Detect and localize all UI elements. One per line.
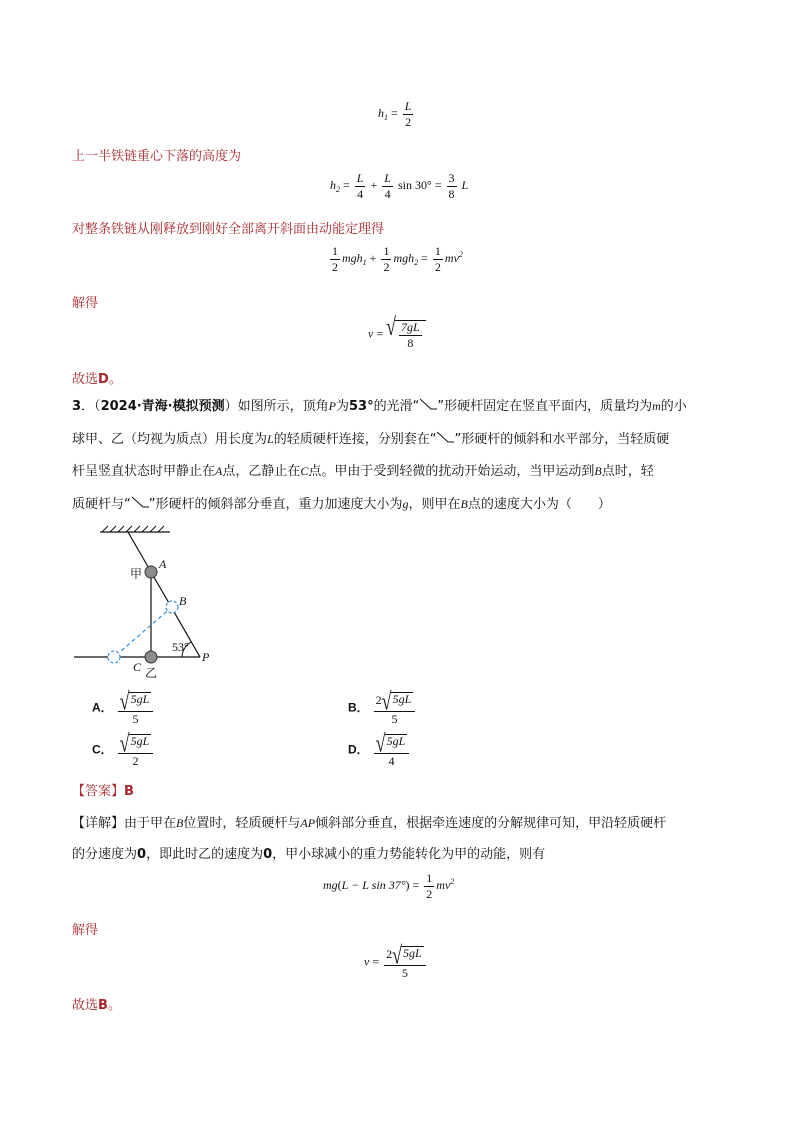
option-c[interactable]: C． √ 5gL 2 [92, 734, 155, 768]
label-jia: 甲 [130, 567, 143, 581]
ceiling-hatch [102, 526, 164, 532]
equation-v-detail: v = 2 √ 5gL 5 [364, 946, 428, 980]
physics-figure [70, 520, 230, 680]
label-yi: 乙 [145, 666, 158, 680]
answer-line: 【答案】B [72, 784, 134, 799]
solution-line-3: 解得 [72, 296, 99, 311]
option-d[interactable]: D． √ 5gL 4 [348, 734, 411, 768]
ball-yi [145, 651, 157, 663]
bent-rod-icon [419, 398, 437, 410]
detail-solve: 解得 [72, 923, 99, 938]
option-a[interactable]: A． √ 5gL 5 [92, 692, 155, 726]
solution-conclusion: 故选D。 [72, 372, 122, 387]
equation-energy-detail: mg(L − L sin 37°) = $\frac{1}{2}$ $mv^2$ [323, 871, 455, 901]
solution-line-1: 上一半铁链重心下落的高度为 [72, 149, 242, 164]
label-c: C [133, 660, 142, 674]
detail-line-2: 的分速度为0，即此时乙的速度为0，甲小球减小的重力势能转化为甲的动能，则有 [72, 847, 546, 862]
question-line-3: 杆呈竖直状态时甲静止在A点，乙静止在C点。甲由于受到轻微的扰动开始运动，当甲运动到B点时，轻 [72, 464, 654, 479]
detail-conclusion: 故选B。 [72, 998, 121, 1013]
ball-jia [145, 566, 157, 578]
ball-jia-at-b [166, 601, 178, 613]
question-line-1: 3．（2024·青海·模拟预测）如图所示，顶角P为53°的光滑“ ”形硬杆固定在竖直平面内，质量均为m的小 [72, 399, 687, 414]
bent-rod-icon [131, 496, 149, 508]
equation-v-top: v = √ $\frac{7gL}{8}$ [368, 320, 426, 349]
label-angle: 53° [172, 640, 189, 654]
inclined-rod [128, 532, 200, 657]
question-line-4: 质硬杆与“ ”形硬杆的倾斜部分垂直，重力加速度大小为g，则甲在B点的速度大小为（ ） [72, 497, 611, 512]
equation-h1: $h_1$ = $\frac{L}{2}$ [378, 99, 412, 129]
label-p: P [202, 650, 210, 664]
label-b: B [179, 594, 187, 608]
detail-line-1: 【详解】由于甲在B位置时，轻质硬杆与AP倾斜部分垂直，根据牵连速度的分解规律可知，甲沿轻质硬杆 [72, 816, 667, 831]
equation-energy-top: $\frac{1}{2}$ mgh$_1$ + $\frac{1}{2}$ mgh$_2$ = $\frac{1}{2}$ $mv^2$ [332, 244, 463, 274]
equation-h2: $h_2$ = $\frac{L}{4}$ + $\frac{L}{4}$ sin 30° = $\frac{3}{8}$ L [330, 171, 469, 201]
option-b[interactable]: B． 2 √ 5gL 5 [348, 692, 417, 726]
solution-line-2: 对整条铁链从刚释放到刚好全部离开斜面由动能定理得 [72, 222, 385, 237]
label-a: A [159, 557, 167, 571]
ball-yi-at-c [108, 651, 120, 663]
bent-rod-icon [436, 431, 454, 443]
dashed-light-rod [114, 607, 172, 657]
question-line-2: 球甲、乙（均视为质点）用长度为L的轻质硬杆连接，分别套在“ ”形硬杆的倾斜和水平部分，当轻质硬 [72, 432, 670, 447]
